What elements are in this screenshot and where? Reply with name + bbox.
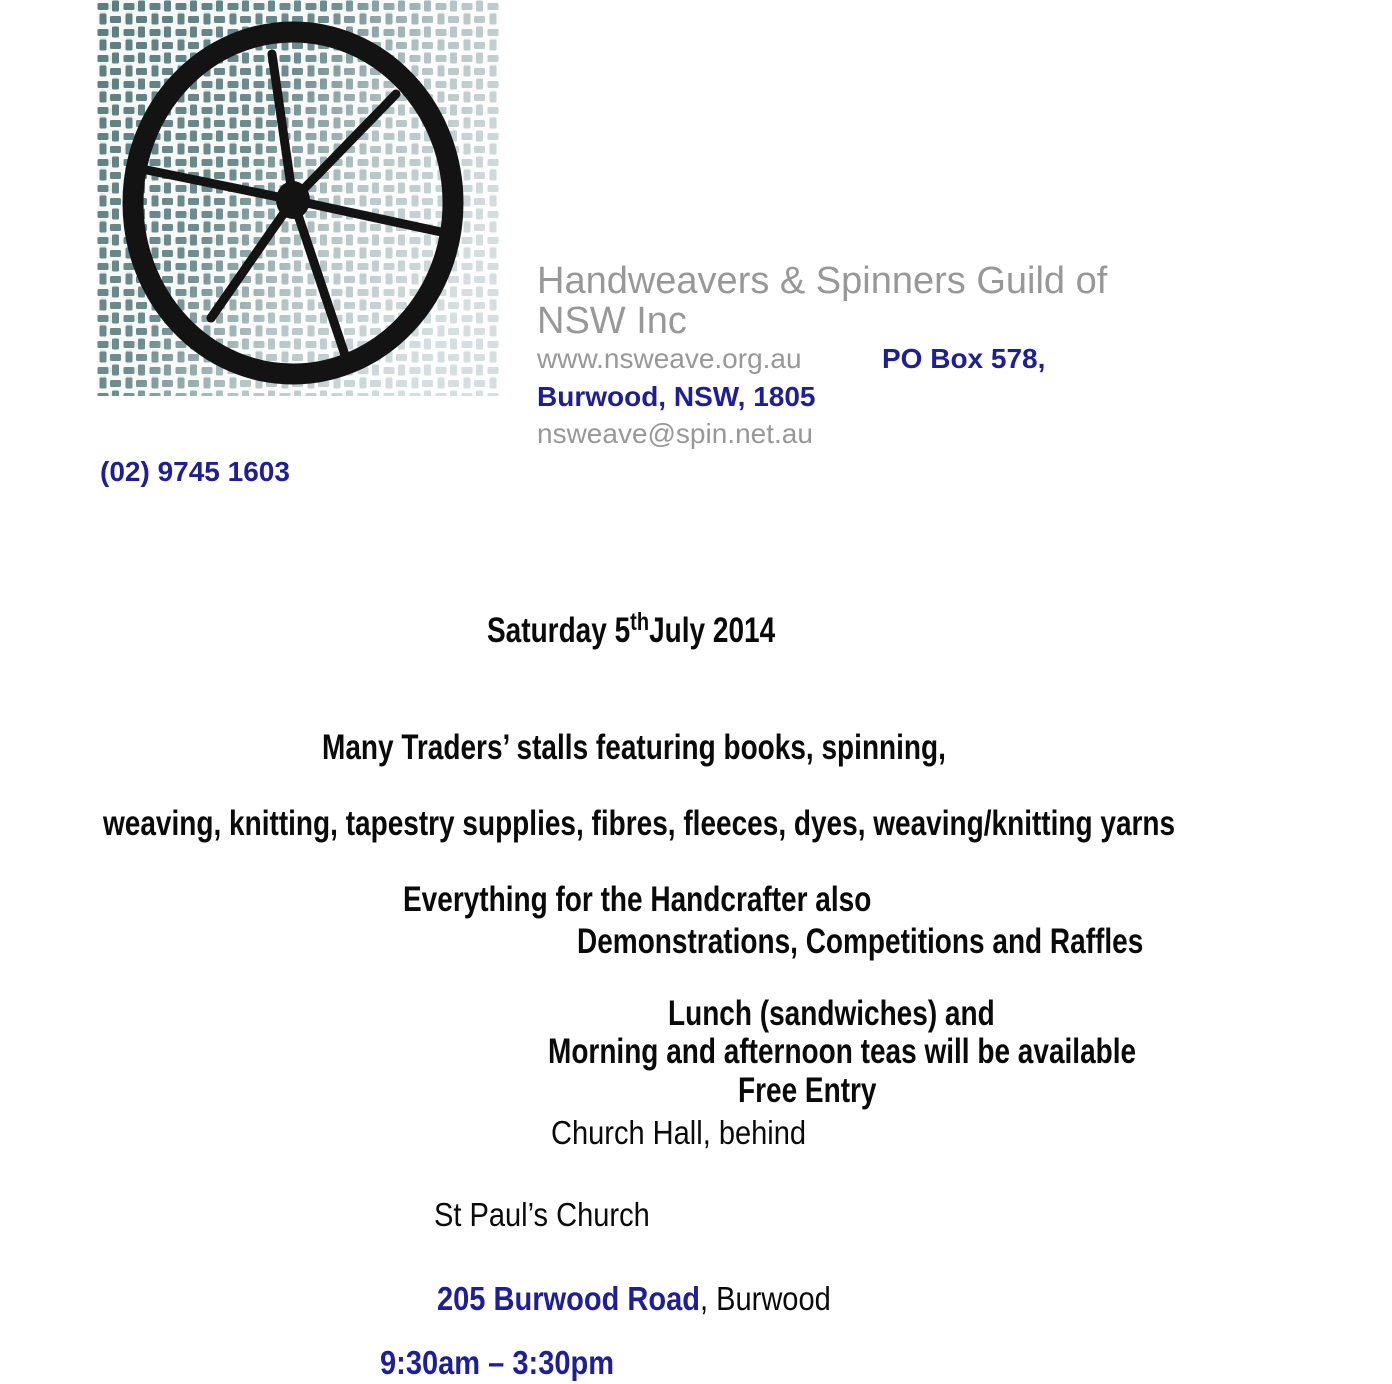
- event-date: [487, 608, 776, 651]
- event-date-suffix: July 2014: [649, 611, 776, 650]
- event-date-ordinal: th: [630, 608, 650, 636]
- venue-address-suburb: , Burwood: [700, 1280, 831, 1317]
- venue-church-line: St Paul’s Church: [434, 1196, 650, 1233]
- traders-line-2: weaving, knitting, tapestry supplies, fibres, fleeces, dyes, weaving/knitting yarns: [103, 804, 1176, 843]
- venue-address-line: [437, 1280, 831, 1318]
- spinning-wheel-icon: [97, 0, 500, 396]
- traders-line-1: Many Traders’ stalls featuring books, spinning,: [322, 728, 946, 767]
- org-phone: (02) 9745 1603: [100, 456, 290, 487]
- venue-address-road: 205 Burwood Road: [437, 1280, 701, 1317]
- demonstrations-line: Demonstrations, Competitions and Raffles: [577, 922, 1144, 961]
- event-date-prefix: Saturday 5: [487, 611, 631, 650]
- event-hours: 9:30am – 3:30pm: [380, 1344, 615, 1381]
- venue-hall-line: Church Hall, behind: [551, 1114, 807, 1151]
- org-name: Handweavers & Spinners Guild of NSW Inc: [537, 260, 1108, 342]
- everything-line: Everything for the Handcrafter also: [403, 880, 872, 919]
- org-website: www.nsweave.org.au: [537, 343, 802, 374]
- org-po-box: PO Box 578,: [882, 343, 1046, 374]
- lunch-line: Lunch (sandwiches) and: [668, 994, 995, 1033]
- org-email: nsweave@spin.net.au: [537, 418, 813, 449]
- free-entry-line: Free Entry: [738, 1071, 877, 1110]
- teas-line: Morning and afternoon teas will be available: [548, 1032, 1137, 1071]
- org-address: Burwood, NSW, 1805: [537, 381, 816, 412]
- guild-logo-spinning-wheel: [97, 0, 500, 396]
